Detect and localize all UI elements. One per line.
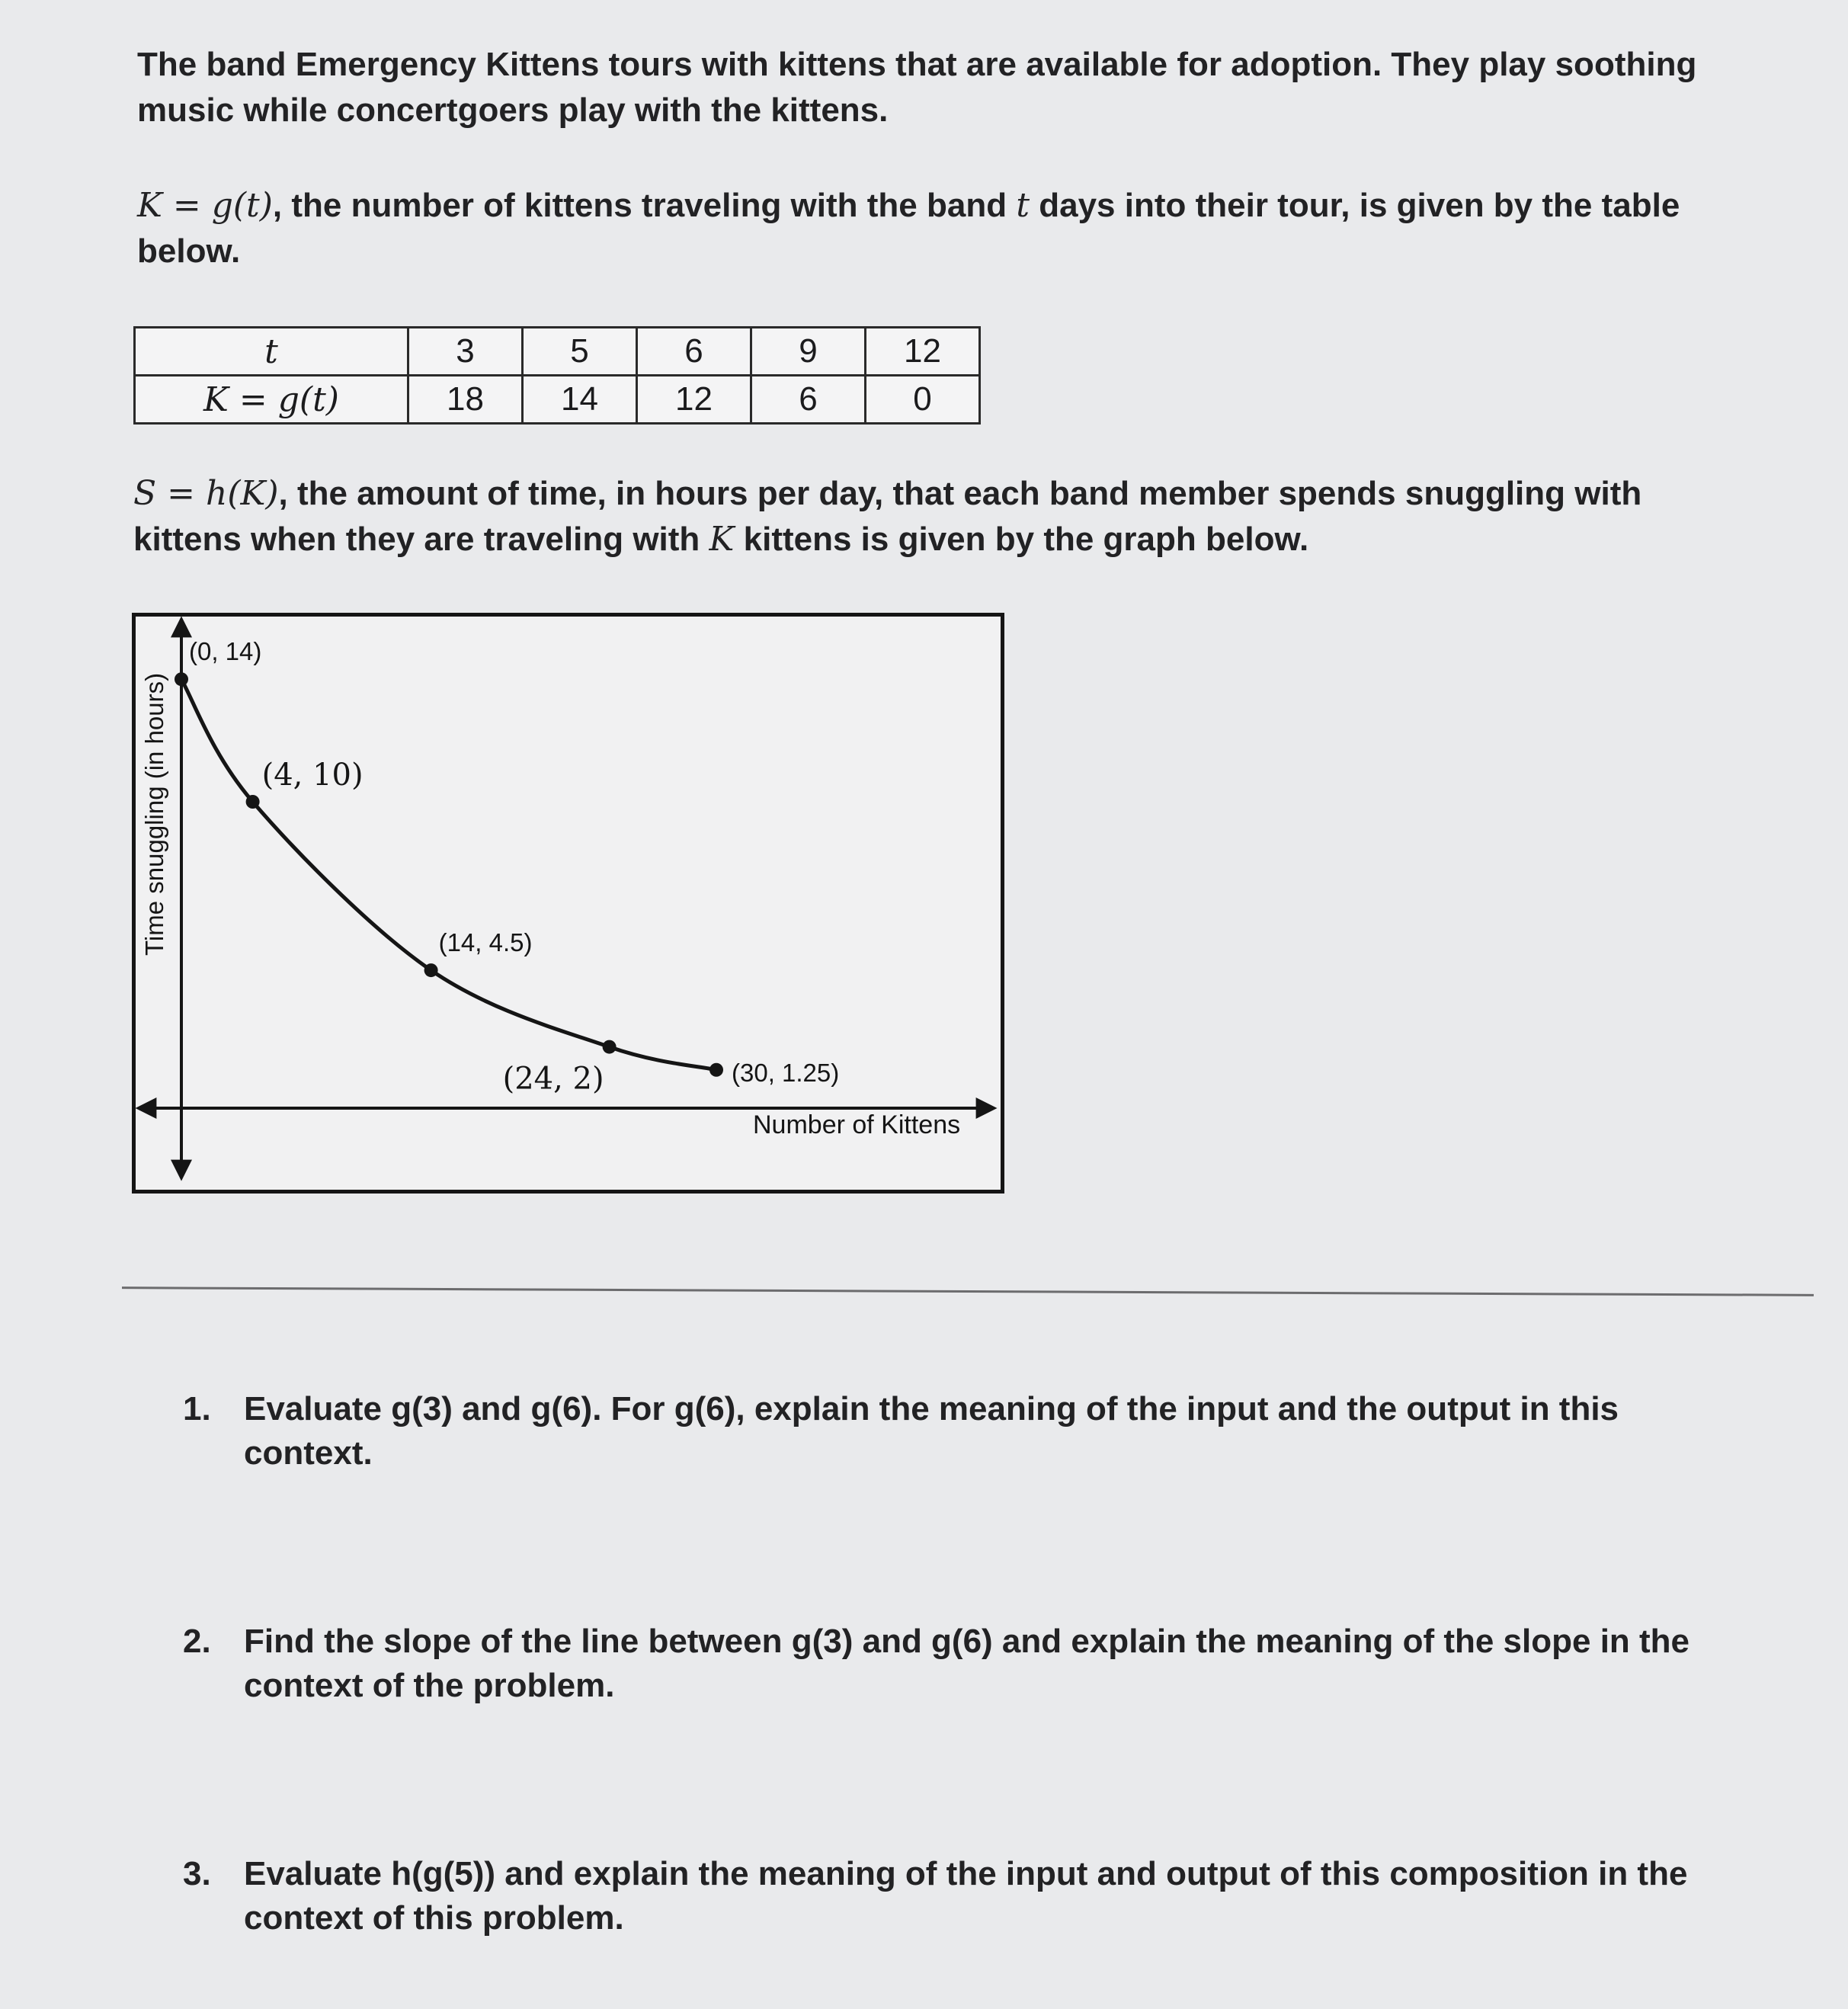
h-definition-line-1 bbox=[133, 471, 1641, 517]
table-cell-k: 14 bbox=[523, 376, 637, 424]
question-number: 1. bbox=[183, 1390, 211, 1427]
g-definition-line-2: below. bbox=[137, 232, 241, 270]
h-definition-text-end: kittens is given by the graph below. bbox=[743, 521, 1309, 558]
table-row-t bbox=[135, 328, 980, 376]
table-cell-k: 12 bbox=[637, 376, 751, 424]
question-line: Evaluate g(3) and g(6). For g(6), explain the meaning of the input and the output in this bbox=[244, 1390, 1619, 1427]
table-row-k bbox=[135, 376, 980, 424]
data-point-label: (14, 4.5) bbox=[438, 928, 533, 957]
x-axis-label: Number of Kittens bbox=[753, 1110, 961, 1139]
h-definition-text: , the amount of time, in hours per day, that each band member spends snuggling with bbox=[278, 475, 1642, 512]
question-line: Evaluate h(g(5)) and explain the meaning of the input and output of this composition in the bbox=[244, 1855, 1688, 1892]
y-axis-label: Time snuggling (in hours) bbox=[140, 672, 168, 956]
data-point bbox=[424, 963, 438, 977]
intro-line-2: music while concertgoers play with the kittens. bbox=[137, 91, 889, 129]
question-text bbox=[244, 1620, 1798, 1708]
question-number: 3. bbox=[183, 1855, 211, 1892]
data-point bbox=[709, 1063, 723, 1077]
h-function-notation: S = h(K) bbox=[133, 474, 279, 513]
table-cell-t: 9 bbox=[751, 328, 866, 376]
question-text bbox=[244, 1852, 1798, 1940]
table-cell-k: 6 bbox=[751, 376, 866, 424]
g-table bbox=[133, 326, 981, 425]
g-definition bbox=[137, 183, 1680, 274]
data-points bbox=[175, 637, 839, 1096]
intro-line-1: The band Emergency Kittens tours with kittens that are available for adoption. They play soothing bbox=[137, 46, 1697, 83]
question-text bbox=[244, 1387, 1798, 1476]
h-definition-text-start: kittens when they are traveling with bbox=[133, 521, 700, 558]
question-line: context. bbox=[244, 1434, 373, 1472]
question-line: context of this problem. bbox=[244, 1899, 624, 1937]
table-cell-t: 6 bbox=[637, 328, 751, 376]
variable-t: t bbox=[1016, 186, 1030, 225]
table-header-t: t bbox=[135, 328, 408, 376]
table-header-k: K = g(t) bbox=[135, 376, 408, 424]
data-point-label: (24, 2) bbox=[502, 1061, 604, 1097]
table-cell-k: 0 bbox=[866, 376, 980, 424]
question-number: 2. bbox=[183, 1623, 211, 1660]
divider-line bbox=[122, 1286, 1814, 1296]
data-point bbox=[175, 672, 188, 686]
table-cell-t: 3 bbox=[408, 328, 523, 376]
data-curve bbox=[181, 679, 716, 1070]
snuggle-graph bbox=[132, 613, 1004, 1194]
table-cell-k: 18 bbox=[408, 376, 523, 424]
intro-paragraph bbox=[137, 42, 1696, 133]
table-cell-t: 12 bbox=[866, 328, 980, 376]
question-line: Find the slope of the line between g(3) and g(6) and explain the meaning of the slope in the bbox=[244, 1623, 1690, 1660]
variable-K: K bbox=[709, 520, 735, 559]
h-definition bbox=[133, 471, 1641, 562]
data-point bbox=[603, 1040, 617, 1054]
data-point bbox=[246, 795, 260, 809]
data-point-label: (4, 10) bbox=[261, 758, 364, 793]
g-definition-text: , the number of kittens traveling with the band bbox=[272, 187, 1007, 224]
question-line: context of the problem. bbox=[244, 1667, 615, 1704]
g-definition-text-end: days into their tour, is given by the table bbox=[1039, 187, 1680, 224]
data-point-label: (30, 1.25) bbox=[732, 1058, 840, 1087]
table-cell-t: 5 bbox=[523, 328, 637, 376]
data-point-label: (0, 14) bbox=[189, 637, 262, 666]
h-definition-line-2 bbox=[133, 517, 1641, 562]
g-definition-line-1 bbox=[137, 183, 1680, 229]
g-function-notation: K = g(t) bbox=[137, 186, 273, 225]
graph-canvas bbox=[136, 617, 1001, 1190]
